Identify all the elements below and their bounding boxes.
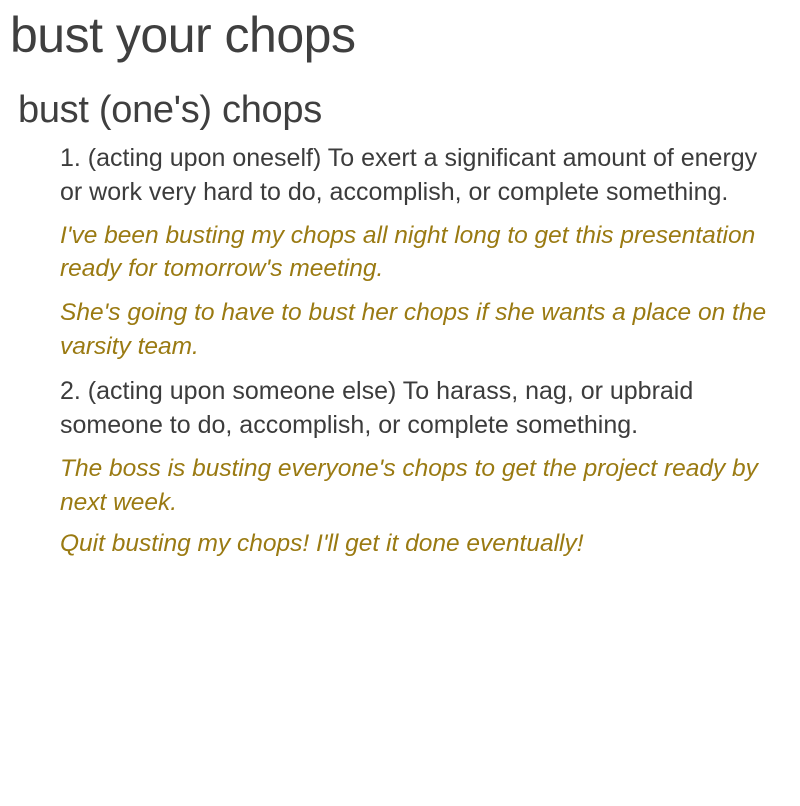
sense-list	[10, 141, 790, 562]
example-sentence: I've been busting my chops all night long to get this presentation ready for tomorrow's meeting.	[60, 221, 756, 283]
example-sentence: She's going to have to bust her chops if she wants a place on the varsity team.	[60, 299, 767, 361]
sense-definition: 2. (acting upon someone else) To harass, nag, or upbraid someone to do, accomplish, or complete something.	[60, 376, 694, 439]
example-sentence: Quit busting my chops! I'll get it done eventually!	[60, 530, 584, 558]
example-sentence: The boss is busting everyone's chops to get the project ready by next week.	[60, 454, 758, 516]
headword: bust (one's) chops	[18, 89, 322, 131]
sense-definition: 1. (acting upon oneself) To exert a significant amount of energy or work very hard to do, accomplish, or complete something.	[60, 143, 758, 206]
page-title: bust your chops	[10, 7, 356, 63]
sense-item	[60, 141, 782, 364]
sense-item	[60, 374, 782, 561]
